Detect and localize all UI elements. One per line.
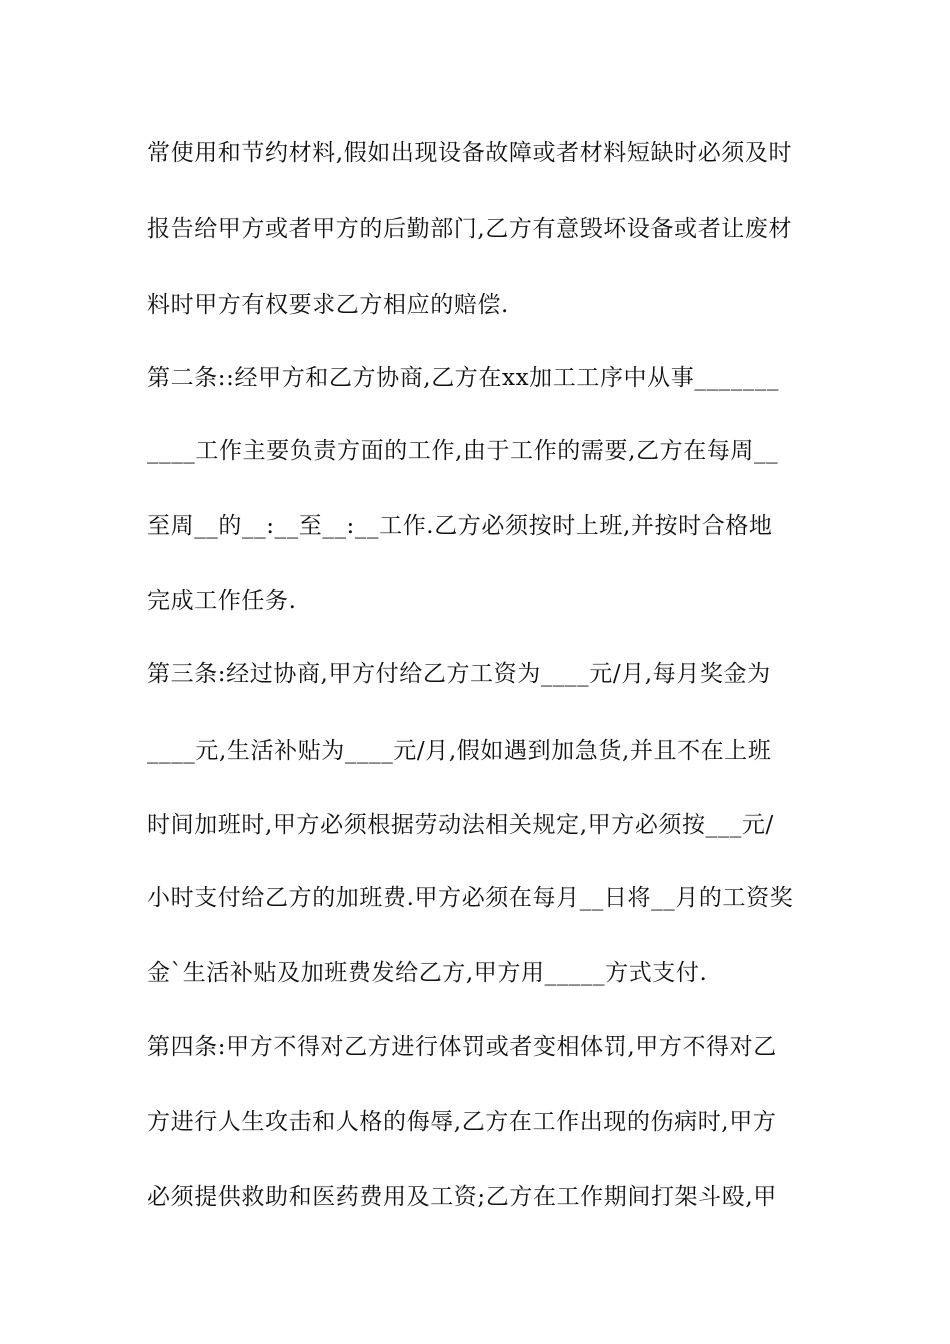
text-line: 第四条:甲方不得对乙方进行体罚或者变相体罚,甲方不得对乙 [147,1034,777,1060]
text-line: 小时支付给乙方的加班费.甲方必须在每月__日将__月的工资奖 [147,885,794,911]
text-line: 金`生活补贴及加班费发给乙方,甲方用_____方式支付. [147,960,708,986]
text-line: 第三条:经过协商,甲方付给乙方工资为____元/月,每月奖金为 [147,661,771,687]
text-line: 报告给甲方或者甲方的后勤部门,乙方有意毁坏设备或者让废材 [147,216,793,242]
text-line: ____工作主要负责方面的工作,由于工作的需要,乙方在每周__ [147,438,779,464]
text-line: 常使用和节约材料,假如出现设备故障或者材料短缺时必须及时 [147,140,793,166]
text-line: 第二条::经甲方和乙方协商,乙方在xx加工工序中从事_______ [147,365,780,391]
text-line: 时间加班时,甲方必须根据劳动法相关规定,甲方必须按___元/ [147,812,774,838]
text-line: 必须提供救助和医药费用及工资;乙方在工作期间打架斗殴,甲 [147,1184,777,1210]
text-line: 料时甲方有权要求乙方相应的赔偿. [147,292,509,318]
text-line: 方进行人生攻击和人格的侮辱,乙方在工作出现的伤病时,甲方 [147,1109,777,1135]
text-line: 完成工作任务. [147,588,297,614]
text-line: ____元,生活补贴为____元/月,假如遇到加急货,并且不在上班 [147,738,772,764]
text-line: 至周__的__:__至__:__工作.乙方必须按时上班,并按时合格地 [147,513,773,539]
